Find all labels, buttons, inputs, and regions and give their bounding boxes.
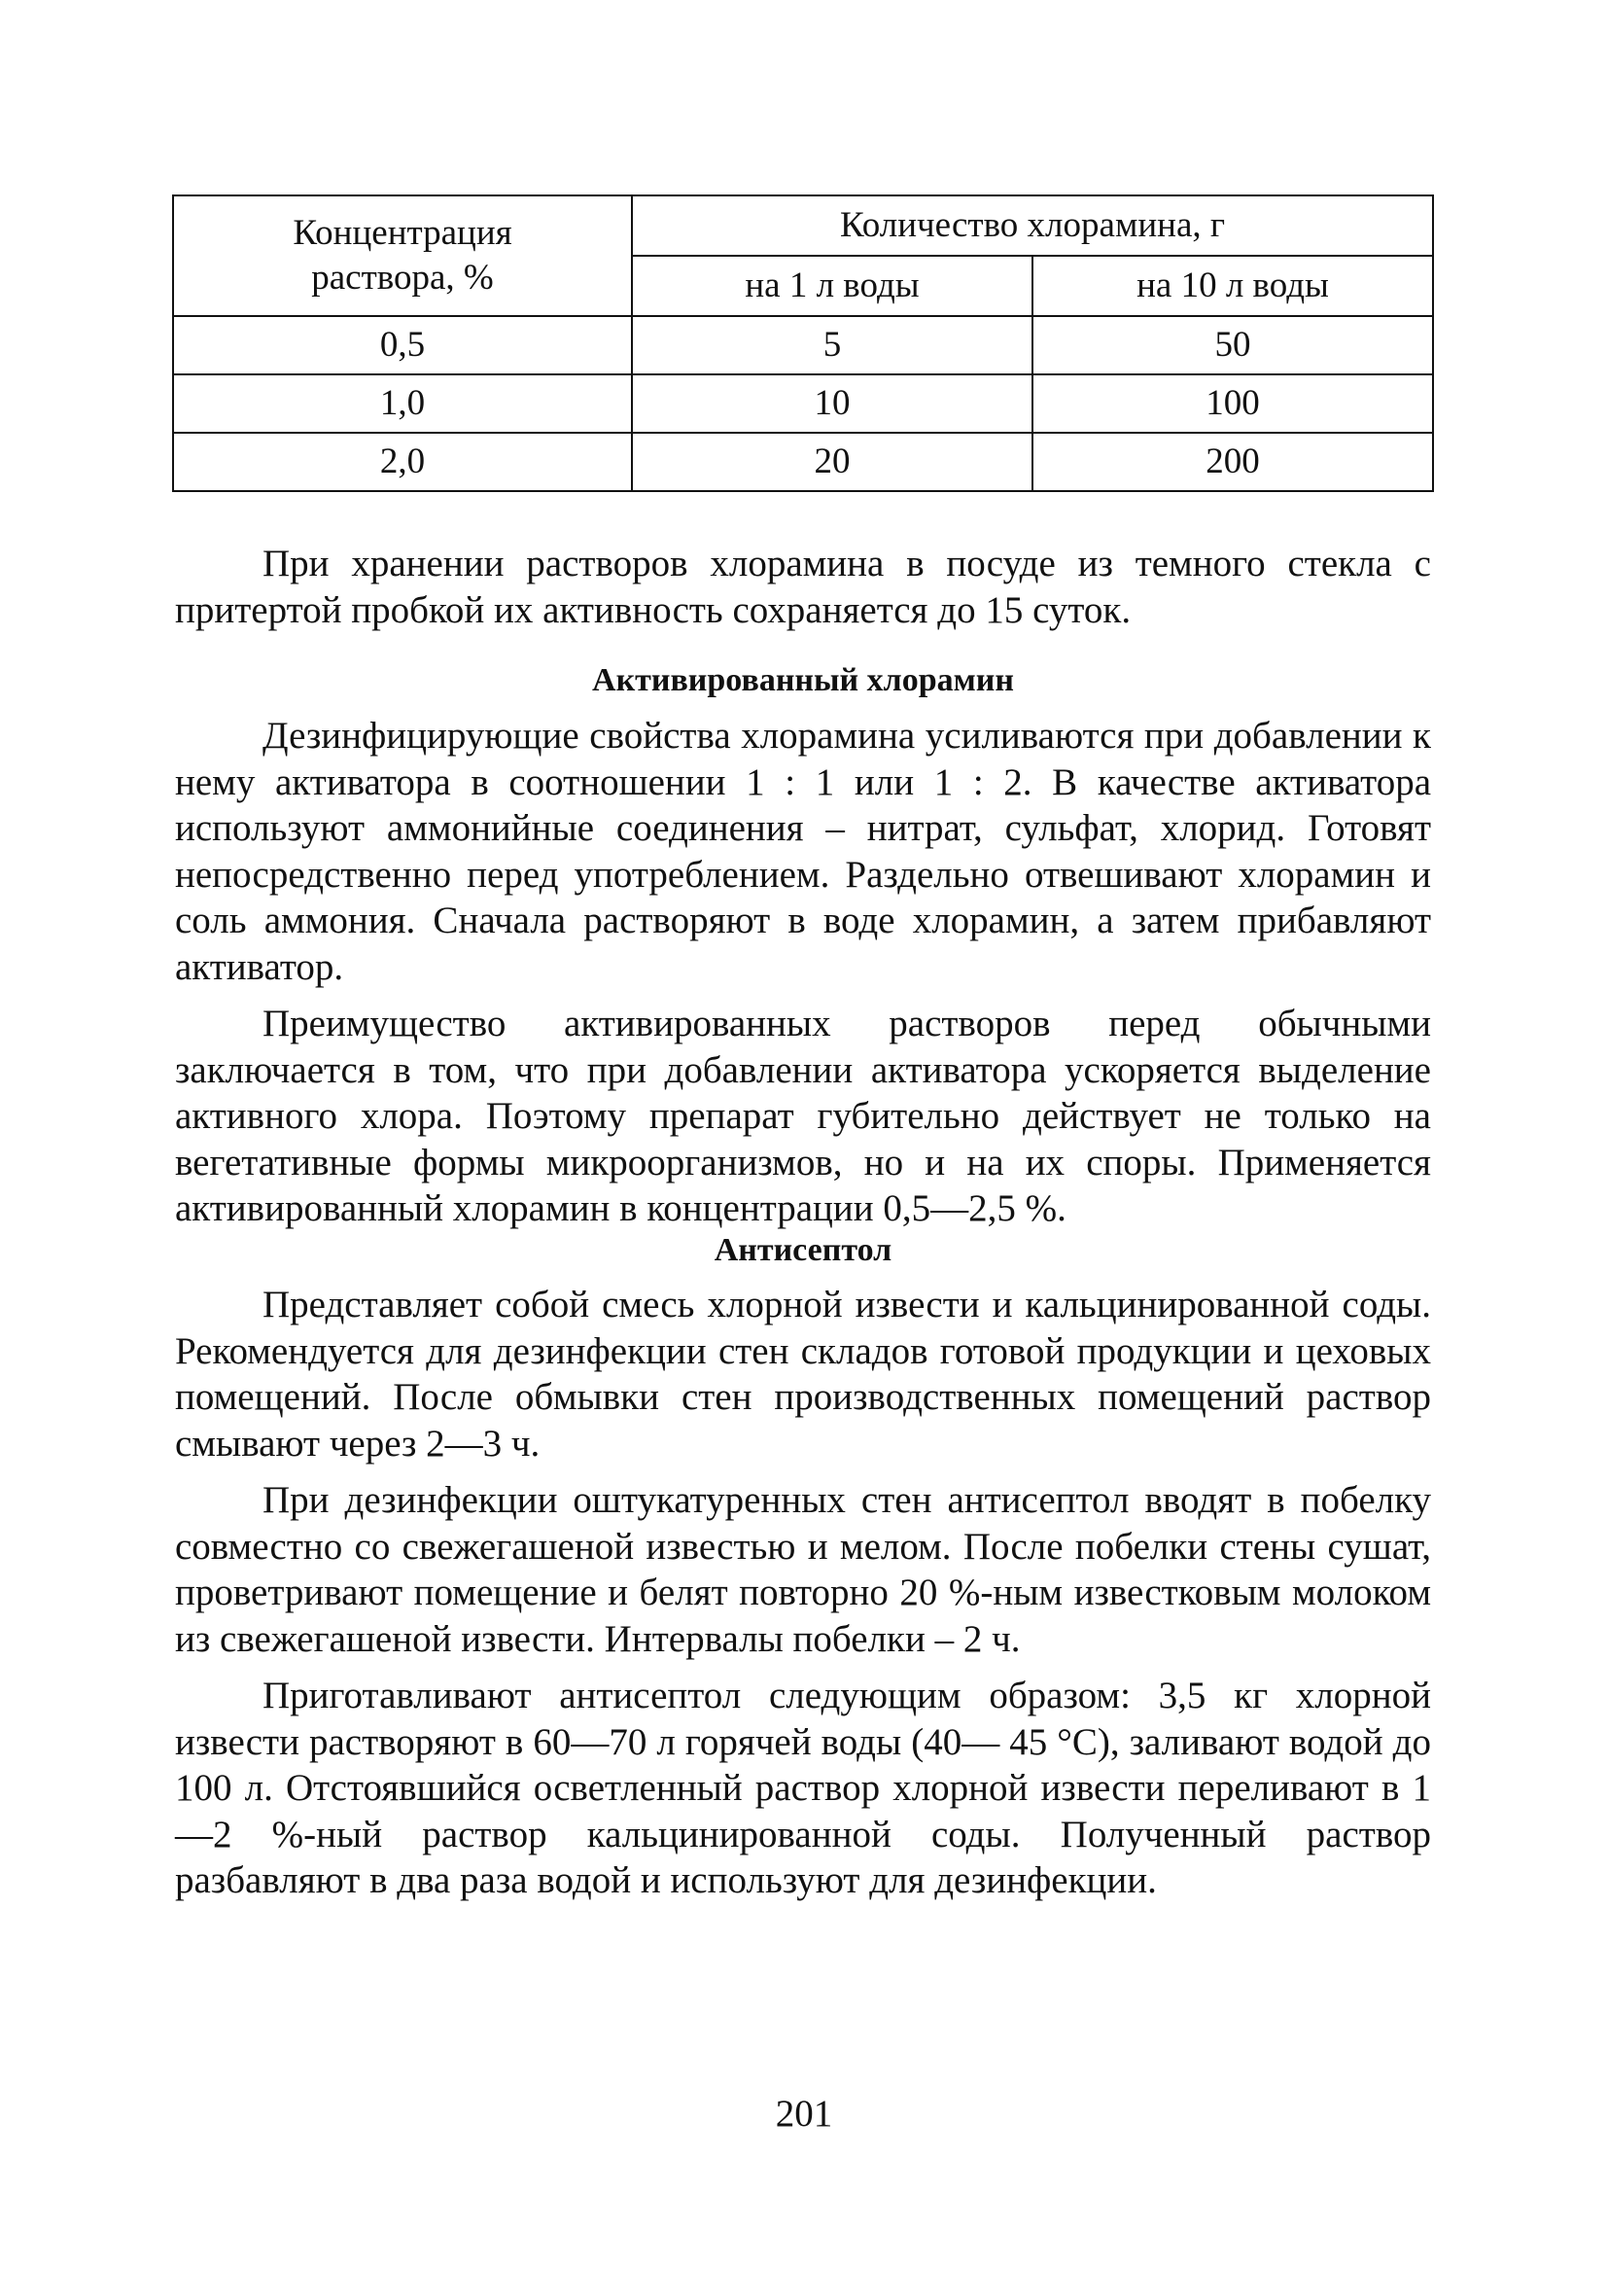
- table-row: [173, 374, 1433, 433]
- paragraph: Дезинфицирующие свойства хлорамина усиливаются при добавлении к нему активатора в соотношении 1 : 1 или 1 : 2. В качестве активатора используют аммонийные соединения – нитрат, сульфат, хлорид. Готовят непосредственно перед употреблением. Раздельно отвешивают хлорамин и соль аммония. Сначала растворяют в воде хлорамин, а затем прибавляют активатор.: [175, 715, 1431, 988]
- cell-per-1l: 20: [632, 433, 1032, 491]
- paragraph: Преимущество активированных растворов перед обычными заключается в том, что при добавлении активатора ускоряется выделение активного хлора. Поэтому препарат губительно действует не только на вегетативные формы микроорганизмов, но и на их споры. Применяется активированный хлорамин в концентрации 0,5—2,5 %.: [175, 1003, 1431, 1229]
- cell-per-10l: 100: [1032, 374, 1433, 433]
- header-per-10l: на 10 л воды: [1032, 256, 1433, 316]
- header-amount: Количество хлорамина, г: [632, 195, 1433, 256]
- header-concentration-text: Концентрация раствора, %: [293, 212, 512, 298]
- chloramine-table: [172, 194, 1434, 492]
- table-header-row: [173, 195, 1433, 256]
- cell-concentration: 2,0: [173, 433, 632, 491]
- cell-per-10l: 50: [1032, 316, 1433, 374]
- table-row: [173, 433, 1433, 491]
- storage-paragraph: При хранении растворов хлорамина в посуде из темного стекла с притертой пробкой их активность сохраняется до 15 суток.: [175, 543, 1431, 631]
- cell-concentration: 1,0: [173, 374, 632, 433]
- antiseptol-text: [175, 1282, 1431, 1904]
- cell-per-1l: 5: [632, 316, 1032, 374]
- paragraph: При дезинфекции оштукатуренных стен антисептол вводят в побелку совместно со свежегашеной известью и мелом. После побелки стены сушат, проветривают помещение и белят повторно 20 %-ным известковым молоком из свежегашеной извести. Интервалы побелки – 2 ч.: [175, 1479, 1431, 1660]
- page-number: 201: [775, 2093, 833, 2135]
- storage-text-block: [175, 541, 1431, 633]
- cell-per-10l: 200: [1032, 433, 1433, 491]
- section-heading-antiseptol: Антисептол: [714, 1232, 892, 1268]
- header-per-1l: на 1 л воды: [632, 256, 1032, 316]
- paragraph: Приготавливают антисептол следующим образом: 3,5 кг хлорной извести растворяют в 60—70 л горячей воды (40— 45 °С), заливают водой до 100 л. Отстоявшийся осветленный раствор хлорной извести переливают в 1—2 %-ный раствор кальцинированной соды. Полученный раствор разбавляют в два раза водой и используют для дезинфекции.: [175, 1675, 1431, 1901]
- activated-chloramine-text: [175, 713, 1431, 1232]
- cell-per-1l: 10: [632, 374, 1032, 433]
- table-row: [173, 316, 1433, 374]
- cell-concentration: 0,5: [173, 316, 632, 374]
- header-concentration: [173, 195, 632, 316]
- section-heading-activated-chloramine: Активированный хлорамин: [592, 662, 1014, 698]
- paragraph: Представляет собой смесь хлорной извести и кальцинированной соды. Рекомендуется для дезинфекции стен складов готовой продукции и цеховых помещений. После обмывки стен производственных помещений раствор смывают через 2—3 ч.: [175, 1284, 1431, 1465]
